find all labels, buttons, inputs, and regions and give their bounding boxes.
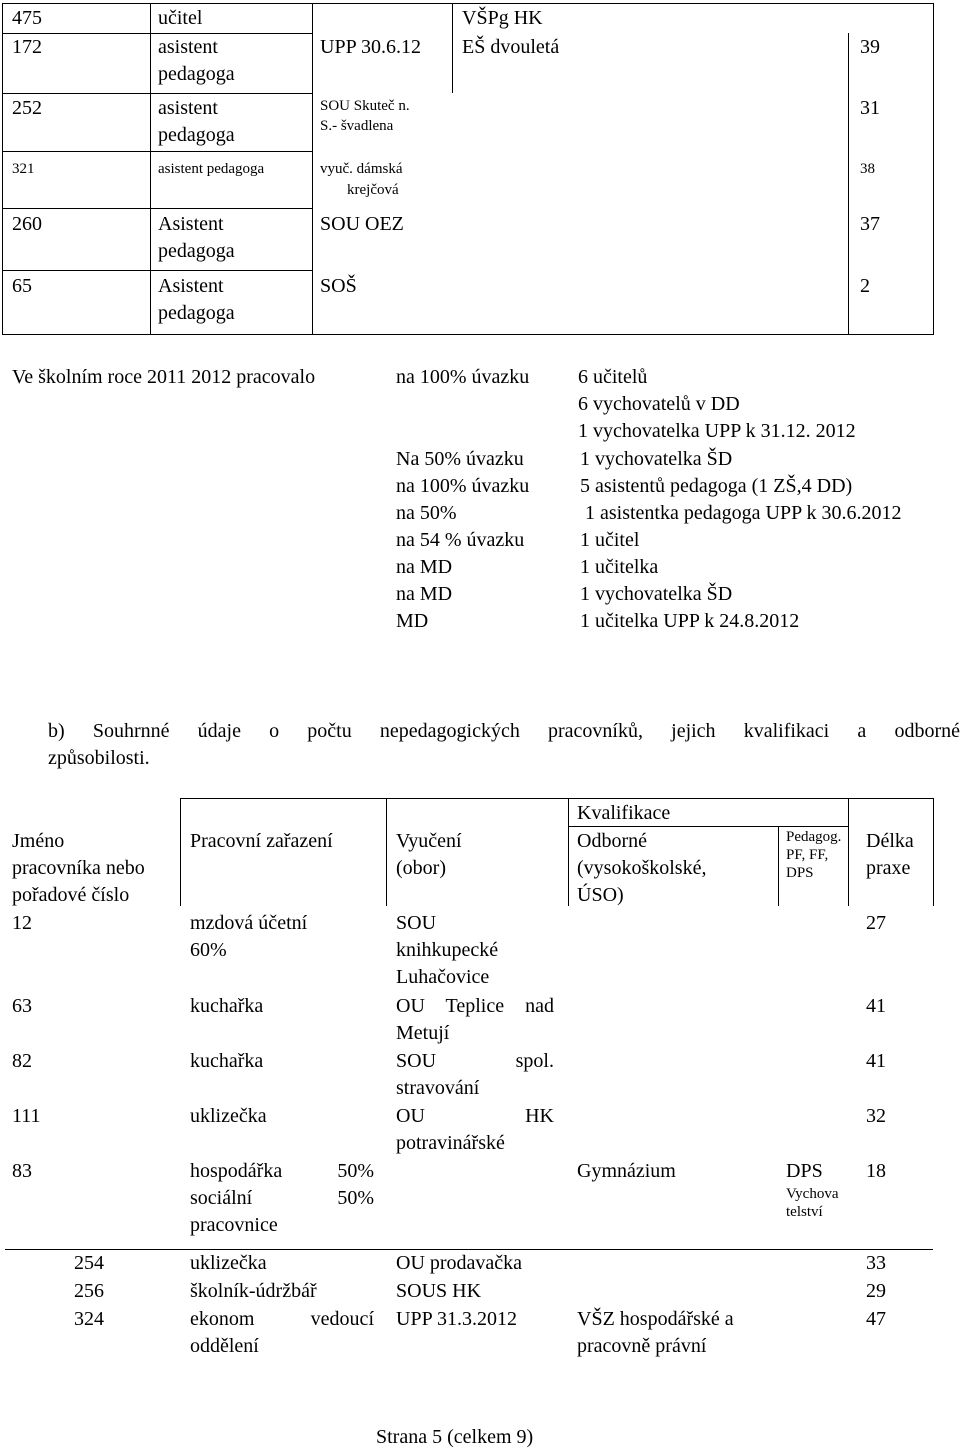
table-cell-contract: UPP 30.6.12 (320, 36, 421, 58)
table-cell-training: stravování (396, 1077, 480, 1099)
header-professional: (vysokoškolské, (577, 857, 707, 879)
header-experience: praxe (866, 857, 911, 879)
table-cell-number: 63 (12, 995, 32, 1017)
table-cell-number: 111 (12, 1105, 41, 1127)
table-cell-training: knihkupecké (396, 939, 499, 961)
summary-value: 6 učitelů (578, 366, 648, 388)
summary-label: Na 50% úvazku (396, 448, 524, 470)
section-heading-line: b) Souhrnné údaje o počtu nepedagogických pracovníků, jejich kvalifikaci a odborné (48, 720, 960, 742)
table-cell-position: hospodářka 50% (190, 1160, 374, 1182)
table-cell-education: vyuč. dámská (320, 161, 403, 177)
table-cell-role: pedagoga (158, 124, 235, 146)
table-cell-years: 31 (860, 97, 880, 119)
header-experience: Délka (866, 830, 914, 852)
summary-label: na 50% (396, 502, 457, 524)
table-cell-pedagog: telství (786, 1204, 823, 1220)
table-cell-education: S.- švadlena (320, 118, 394, 134)
summary-value: 6 vychovatelů v DD (578, 393, 740, 415)
table-cell-role: asistent (158, 97, 218, 119)
table-cell-years: 47 (866, 1308, 886, 1330)
header-name: Jméno (12, 830, 65, 852)
summary-value: 5 asistentů pedagoga (1 ZŠ,4 DD) (580, 475, 853, 497)
table-cell-training: SOUS HK (396, 1280, 482, 1302)
summary-label: na 100% úvazku (396, 475, 530, 497)
table-cell-number: 172 (12, 36, 42, 58)
table-cell-years: 41 (866, 995, 886, 1017)
table-cell-number: 12 (12, 912, 32, 934)
table-cell-professional: VŠZ hospodářské a (577, 1308, 734, 1330)
table-cell-years: 33 (866, 1252, 886, 1274)
summary-value: 1 vychovatelka ŠD (580, 583, 733, 605)
table-cell-role: asistent (158, 36, 218, 58)
summary-label: na 54 % úvazku (396, 529, 525, 551)
table-cell-role: Asistent (158, 275, 224, 297)
header-professional: ÚSO) (577, 884, 624, 906)
table-cell-years: 39 (860, 36, 880, 58)
table-cell-position: kuchařka (190, 1050, 264, 1072)
table-cell-position: pracovnice (190, 1214, 278, 1236)
table-cell-years: 27 (866, 912, 886, 934)
table-cell-training: Luhačovice (396, 966, 490, 988)
summary-value: 1 vychovatelka UPP k 31.12. 2012 (578, 420, 856, 442)
table-cell-number: 321 (12, 161, 35, 177)
table-cell-years: 32 (866, 1105, 886, 1127)
table-cell-position: uklizečka (190, 1105, 267, 1127)
table-cell-position: uklizečka (190, 1252, 267, 1274)
table-cell-education: SOU Skuteč n. (320, 98, 410, 114)
table-cell-education: EŠ dvouletá (462, 36, 560, 58)
table-cell-position: školník-údržbář (190, 1280, 317, 1302)
section-heading-line: způsobilosti. (48, 747, 150, 769)
table-cell-number: 324 (74, 1308, 104, 1330)
summary-label: na 100% úvazku (396, 366, 530, 388)
table-cell-position: sociální 50% (190, 1187, 374, 1209)
table-cell-number: 252 (12, 97, 42, 119)
summary-label: na MD (396, 556, 453, 578)
table-cell-professional: Gymnázium (577, 1160, 676, 1182)
table-cell-role: pedagoga (158, 302, 235, 324)
header-pedagog: DPS (786, 865, 814, 881)
table-cell-number: 83 (12, 1160, 32, 1182)
table-cell-training: OU Teplice nad (396, 995, 554, 1017)
summary-value: 1 asistentka pedagoga UPP k 30.6.2012 (585, 502, 902, 524)
table-cell-years: 2 (860, 275, 870, 297)
table-cell-pedagog: Vychova (786, 1186, 839, 1202)
header-position: Pracovní zařazení (190, 830, 333, 852)
header-pedagog: PF, FF, (786, 847, 829, 863)
table-cell-number: 82 (12, 1050, 32, 1072)
summary-intro: Ve školním roce 2011 2012 pracovalo (12, 366, 316, 388)
summary-value: 1 učitelka UPP k 24.8.2012 (580, 610, 800, 632)
header-name: pořadové číslo (12, 884, 130, 906)
table-cell-training: OU HK (396, 1105, 554, 1127)
table-cell-position: ekonom vedoucí (190, 1308, 374, 1330)
table-cell-role: asistent pedagoga (158, 161, 265, 177)
table-cell-years: 38 (860, 161, 875, 177)
table-cell-years: 29 (866, 1280, 886, 1302)
table-cell-years: 41 (866, 1050, 886, 1072)
table-cell-education: SOU OEZ (320, 213, 404, 235)
table-cell-position: kuchařka (190, 995, 264, 1017)
table-cell-years: 18 (866, 1160, 886, 1182)
summary-label: na MD (396, 583, 453, 605)
table-cell-role: učitel (158, 7, 203, 29)
table-cell-number: 254 (74, 1252, 104, 1274)
table-cell-training: SOU spol. (396, 1050, 554, 1072)
table-cell-number: 475 (12, 7, 42, 29)
header-professional: Odborné (577, 830, 647, 852)
table-cell-role: pedagoga (158, 63, 235, 85)
table-cell-years: 37 (860, 213, 880, 235)
header-pedagog: Pedagog. (786, 829, 842, 845)
table-cell-training: UPP 31.3.2012 (396, 1308, 517, 1330)
table-cell-professional: pracovně právní (577, 1335, 707, 1357)
table-cell-pedagog: DPS (786, 1160, 823, 1182)
table-cell-role: Asistent (158, 213, 224, 235)
table-cell-position: mzdová účetní (190, 912, 308, 934)
table-cell-position: 60% (190, 939, 227, 961)
table-cell-education: SOŠ (320, 275, 357, 297)
header-training: Vyučení (396, 830, 462, 852)
summary-value: 1 učitel (580, 529, 640, 551)
header-name: pracovníka nebo (12, 857, 145, 879)
table-cell-number: 260 (12, 213, 42, 235)
header-qualification: Kvalifikace (577, 802, 671, 824)
table-cell-education: VŠPg HK (462, 7, 543, 29)
table-cell-training: OU prodavačka (396, 1252, 523, 1274)
table-cell-number: 256 (74, 1280, 104, 1302)
summary-value: 1 vychovatelka ŠD (580, 448, 733, 470)
page-footer: Strana 5 (celkem 9) (376, 1426, 534, 1448)
table-cell-education: krejčová (347, 182, 399, 198)
header-training: (obor) (396, 857, 446, 879)
summary-label: MD (396, 610, 429, 632)
table-cell-training: SOU (396, 912, 437, 934)
table-cell-number: 65 (12, 275, 32, 297)
section-heading (48, 718, 960, 772)
summary-value: 1 učitelka (580, 556, 659, 578)
table-cell-training: Metují (396, 1022, 450, 1044)
table-cell-position: oddělení (190, 1335, 259, 1357)
table-cell-role: pedagoga (158, 240, 235, 262)
table-cell-training: potravinářské (396, 1132, 505, 1154)
